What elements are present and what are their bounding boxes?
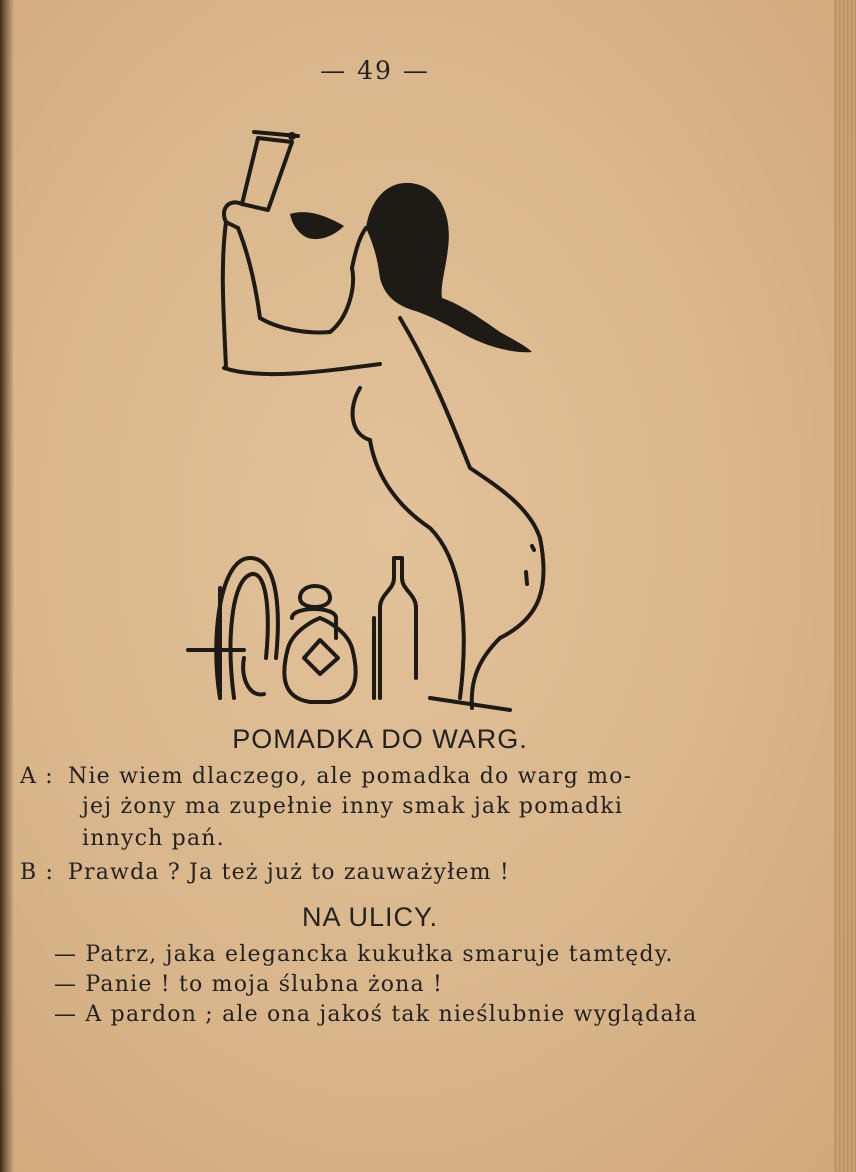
- dialogue-text: Prawda ? Ja też już to zauważyłem !: [68, 860, 510, 885]
- dialogue-line: [82, 826, 225, 851]
- dialogue-line: [54, 972, 443, 997]
- dialogue-line: [82, 794, 623, 819]
- joke-title-na-ulicy: NA ULICY.: [301, 902, 439, 932]
- joke-title-pomadka: POMADKA DO WARG.: [232, 724, 528, 754]
- dialogue-text: jej żony ma zupełnie inny smak jak pomadki: [82, 794, 624, 819]
- dialogue-text: Nie wiem dlaczego, ale pomadka do warg mo-: [68, 764, 633, 789]
- dialogue-text: — Patrz, jaka elegancka kukułka smaruje tamtędy.: [54, 942, 674, 967]
- page-number: — 49 —: [320, 56, 430, 85]
- dialogue-line: [54, 942, 674, 967]
- dialogue-text: innych pań.: [82, 826, 225, 851]
- speaker-label: A :: [20, 764, 54, 789]
- page-edge: [834, 0, 856, 1172]
- woman-drinking-illustration: [180, 118, 600, 718]
- dialogue-line: [20, 764, 632, 789]
- dialogue-text: — A pardon ; ale ona jakoś tak nieślubnie wyglądała: [54, 1002, 698, 1027]
- spine-shadow: [0, 0, 14, 1172]
- dialogue-line: [54, 1002, 697, 1027]
- dialogue-text: — Panie ! to moja ślubna żona !: [54, 972, 444, 997]
- dialogue-line: [20, 860, 510, 885]
- speaker-label: B :: [20, 860, 55, 885]
